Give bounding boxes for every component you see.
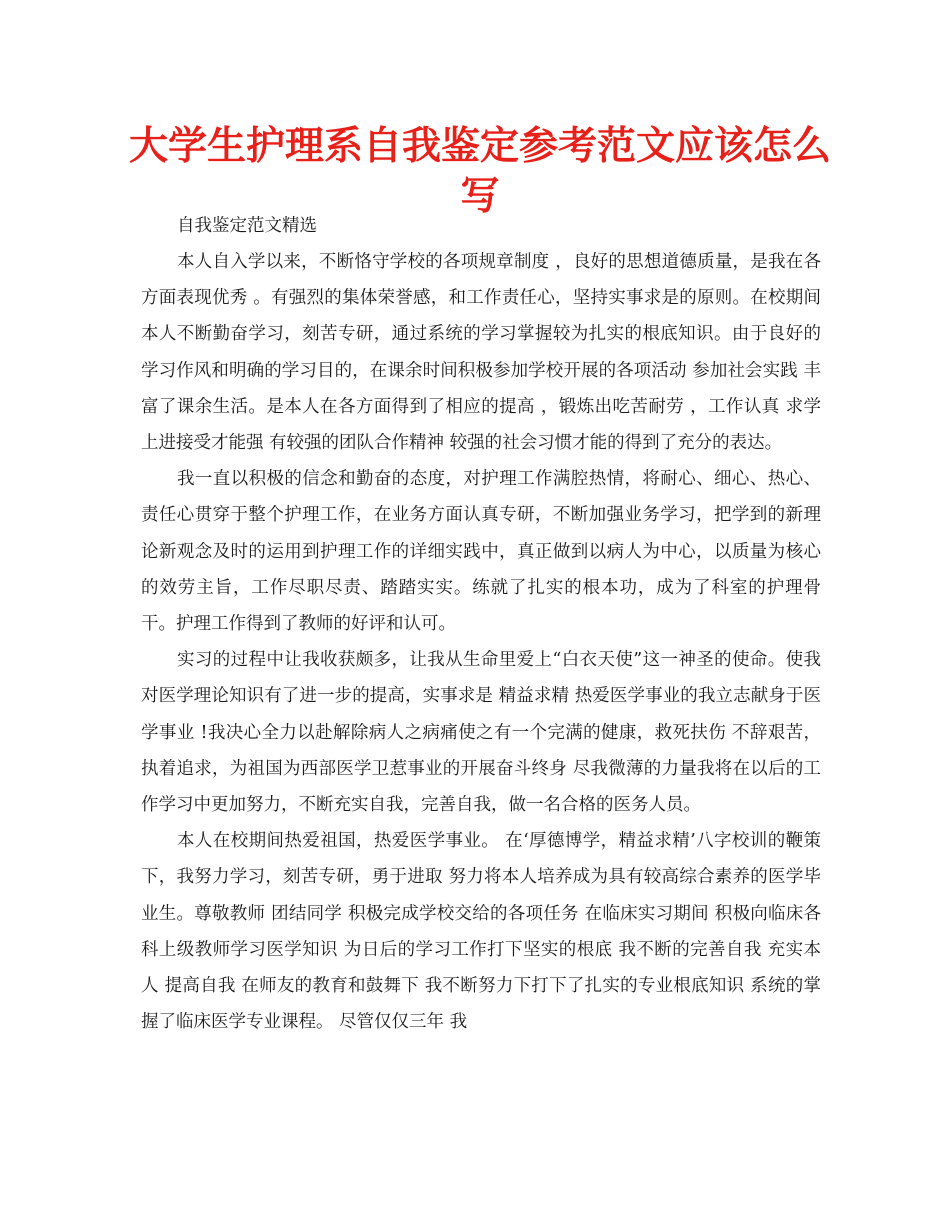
paragraph-2: 我一直以积极的信念和勤奋的态度，对护理工作满腔热情，将耐心、细心、热心、责任心贯穿于整个护理工作，在业务方面认真专研，不断加强业务学习，把学到的新理论新观念及时的运用到护理工作的详细实践中，真正做到以病人为中心，以质量为核心的效劳主旨，工作尽职尽责、踏踏实实。练就了扎实的根本功，成为了科室的护理骨干。护理工作得到了教师的好评和认可。 <box>141 469 821 635</box>
paragraph-4: 本人在校期间热爱祖国，热爱医学事业。 在‘厚德博学，精益求精’八字校训的鞭策下，我努力学习，刻苦专研，勇于进取 努力将本人培养成为具有较高综合素养的医学毕业生。尊敬教师 团结同学 积极完成学校交给的各项任务 在临床实习期间 积极向临床各科上级教师学习医学知识 为日后的学习工作打下坚实的根底 我不断的完善自我 充实本人 提高自我 在师友的教育和鼓舞下 我不断努力下打下了扎实的专业根底知识 系统的掌握了临床医学专业课程。 尽管仅仅三年 我 <box>141 831 821 1033</box>
paragraph-1: 本人自入学以来，不断恪守学校的各项规章制度 ，良好的思想道德质量，是我在各方面表现优秀 。有强烈的集体荣誉感，和工作责任心，坚持实事求是的原则。在校期间本人不断勤奋学习，刻苦专研，通过系统的学习掌握较为扎实的根底知识。由于良好的学习作风和明确的学习目的，在课余时间积极参加学校开展的各项活动 参加社会实践 丰富了课余生活。是本人在各方面得到了相应的提高 ，锻炼出吃苦耐劳 ，工作认真 求学上进接受才能强 有较强的团队合作精神 较强的社会习惯才能的得到了充分的表达。 <box>141 252 821 454</box>
paragraph-3: 实习的过程中让我收获颇多，让我从生命里爱上“白衣天使”这一神圣的使命。使我对医学理论知识有了进一步的提高，实事求是 精益求精 热爱医学事业的我立志献身于医学事业 !我决心全力以赴解除病人之病痛使之有一个完满的健康，救死扶伤 不辞艰苦，执着追求，为祖国为西部医学卫惹事业的开展奋斗终身 尽我微薄的力量我将在以后的工作学习中更加努力，不断充实自我，完善自我，做一名合格的医务人员。 <box>141 650 821 816</box>
document-title <box>120 122 840 222</box>
document-title-line-1: 大学生护理系自我鉴定参考范文应该怎么 <box>128 124 831 169</box>
document-body <box>141 210 821 1040</box>
document-subtitle: 自我鉴定范文精选 <box>177 216 317 236</box>
document-title-line-2: 写 <box>460 174 500 219</box>
